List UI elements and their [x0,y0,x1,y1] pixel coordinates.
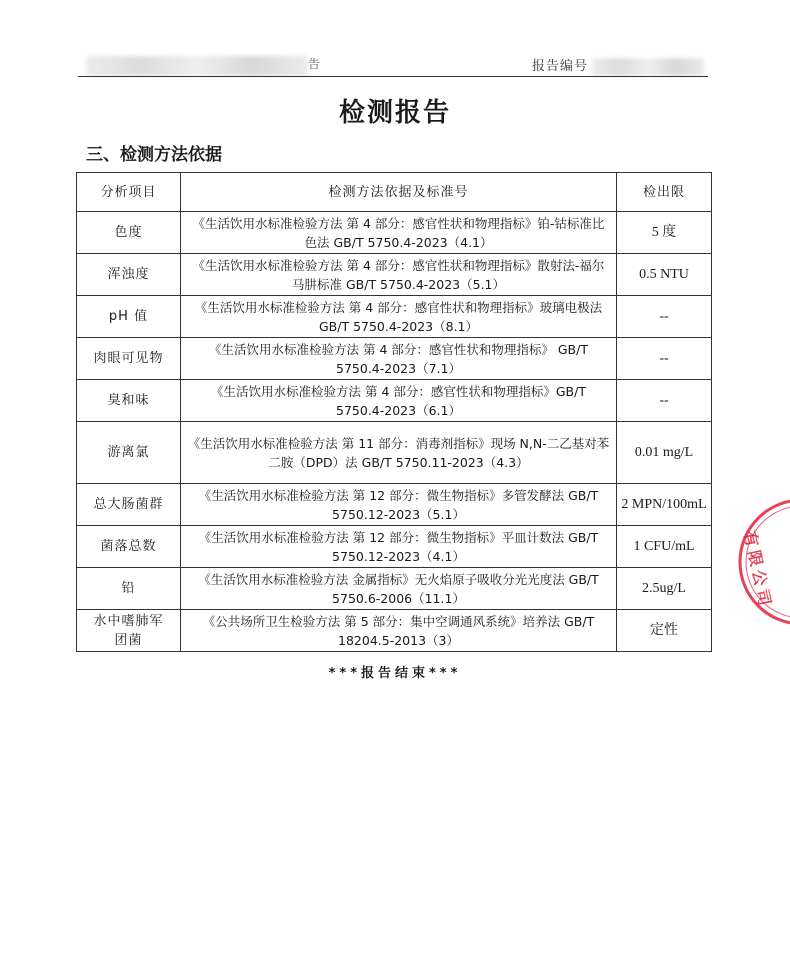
row-limit: 1 CFU/mL [617,526,712,568]
row-limit: -- [617,296,712,338]
row-method: 《生活饮用水标准检验方法 第 11 部分：消毒剂指标》现场 N,N-二乙基对苯二胺（DPD）法 GB/T 5750.11-2023（4.3） [181,422,617,484]
row-method: 《生活饮用水标准检验方法 第 4 部分：感官性状和物理指标》GB/T 5750.4-2023（6.1） [181,380,617,422]
row-limit: 2 MPN/100mL [617,484,712,526]
row-limit: 2.5ug/L [617,568,712,610]
redacted-report-number [592,58,704,76]
row-limit: -- [617,338,712,380]
row-item: 总大肠菌群 [77,484,181,526]
row-method: 《生活饮用水标准检验方法 第 4 部分：感官性状和物理指标》玻璃电极法 GB/T 5750.4-2023（8.1） [181,296,617,338]
row-limit: 0.01 mg/L [617,422,712,484]
row-item: 游离氯 [77,422,181,484]
table-row [77,484,712,526]
row-item: 铅 [77,568,181,610]
table-row [77,338,712,380]
seal-text: 有限公司 [740,528,776,612]
header-item: 分析项目 [77,173,181,212]
row-item: 浑浊度 [77,254,181,296]
report-end-mark: ***报告结束*** [328,666,462,681]
report-number-label: 报告编号 [532,59,589,74]
row-limit: 5 度 [617,212,712,254]
redacted-org-name [86,56,308,76]
row-method: 《公共场所卫生检验方法 第 5 部分：集中空调通风系统》培养法 GB/T 18204.5-2013（3） [181,610,617,652]
header-divider [78,76,708,77]
row-item: 菌落总数 [77,526,181,568]
table-header-row [77,173,712,212]
page-title: 检测报告 [338,98,451,128]
table-row [77,254,712,296]
row-method: 《生活饮用水标准检验方法 第 12 部分：微生物指标》多管发酵法 GB/T 5750.12-2023（5.1） [181,484,617,526]
table-row [77,568,712,610]
row-limit: 定性 [617,610,712,652]
section-title: 三、检测方法依据 [86,145,222,165]
table-row [77,296,712,338]
row-method: 《生活饮用水标准检验方法 第 4 部分：感官性状和物理指标》 GB/T 5750.4-2023（7.1） [181,338,617,380]
table-row [77,422,712,484]
header-org-tail: 告 [308,57,321,71]
row-item: 水中嗜肺军团菌 [77,610,181,652]
header-method: 检测方法依据及标准号 [181,173,617,212]
row-item: 臭和味 [77,380,181,422]
row-method: 《生活饮用水标准检验方法 第 4 部分：感官性状和物理指标》散射法-福尔马肼标准 GB/T 5750.4-2023（5.1） [181,254,617,296]
row-method: 《生活饮用水标准检验方法 第 4 部分：感官性状和物理指标》铂-钴标准比色法 GB/T 5750.4-2023（4.1） [181,212,617,254]
header-limit: 检出限 [617,173,712,212]
methods-table [76,172,712,652]
table-row [77,212,712,254]
table-row [77,610,712,652]
row-limit: 0.5 NTU [617,254,712,296]
row-item: 肉眼可见物 [77,338,181,380]
row-method: 《生活饮用水标准检验方法 金属指标》无火焰原子吸收分光光度法 GB/T 5750.6-2006（11.1） [181,568,617,610]
row-limit: -- [617,380,712,422]
row-item: pH 值 [77,296,181,338]
table-row [77,380,712,422]
company-seal [720,492,790,632]
row-item: 色度 [77,212,181,254]
row-method: 《生活饮用水标准检验方法 第 12 部分：微生物指标》平皿计数法 GB/T 5750.12-2023（4.1） [181,526,617,568]
table-row [77,526,712,568]
